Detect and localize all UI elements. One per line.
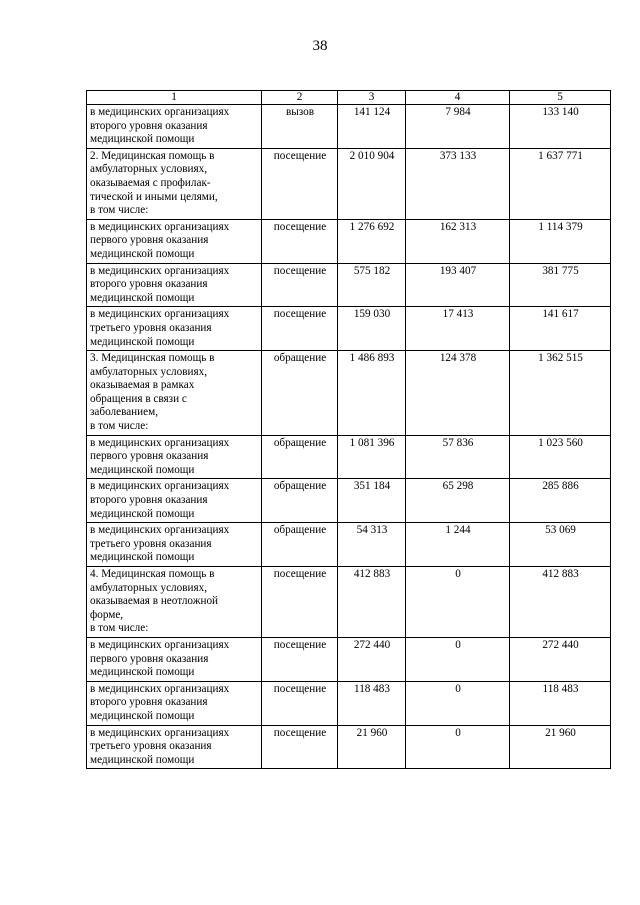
row-value-col4: 0 <box>406 681 510 725</box>
table-row <box>87 148 611 219</box>
column-header-3: 3 <box>338 91 406 105</box>
row-name-cell: в медицинских организациях второго уровня оказания медицинской помощи <box>87 479 262 523</box>
row-unit-cell: посещение <box>262 148 338 219</box>
row-unit-cell: посещение <box>262 725 338 769</box>
header-row <box>87 91 611 105</box>
column-header-2: 2 <box>262 91 338 105</box>
table-row <box>87 479 611 523</box>
row-value-col4: 373 133 <box>406 148 510 219</box>
row-value-col5: 1 362 515 <box>510 351 611 436</box>
row-name-cell: в медицинских организациях третьего уровня оказания медицинской помощи <box>87 523 262 567</box>
table-row <box>87 263 611 307</box>
row-value-col4: 1 244 <box>406 523 510 567</box>
row-value-col4: 0 <box>406 725 510 769</box>
page-number: 38 <box>312 38 328 54</box>
row-value-col5: 381 775 <box>510 263 611 307</box>
row-unit-cell: посещение <box>262 637 338 681</box>
row-value-col3: 1 081 396 <box>338 435 406 479</box>
row-value-col5: 53 069 <box>510 523 611 567</box>
row-name-cell: в медицинских организациях первого уровня оказания медицинской помощи <box>87 219 262 263</box>
row-value-col4: 7 984 <box>406 105 510 149</box>
row-value-col5: 21 960 <box>510 725 611 769</box>
table-body <box>87 105 611 769</box>
row-value-col5: 1 114 379 <box>510 219 611 263</box>
row-name-cell: в медицинских организациях третьего уровня оказания медицинской помощи <box>87 725 262 769</box>
table-row <box>87 351 611 436</box>
row-name-cell: в медицинских организациях второго уровня оказания медицинской помощи <box>87 105 262 149</box>
column-header-4: 4 <box>406 91 510 105</box>
data-table <box>86 90 611 769</box>
row-unit-cell: посещение <box>262 263 338 307</box>
row-value-col4: 0 <box>406 567 510 638</box>
row-value-col4: 124 378 <box>406 351 510 436</box>
row-value-col4: 65 298 <box>406 479 510 523</box>
row-value-col3: 1 276 692 <box>338 219 406 263</box>
table-row <box>87 637 611 681</box>
row-value-col4: 57 836 <box>406 435 510 479</box>
row-unit-cell: посещение <box>262 307 338 351</box>
row-name-cell: в медицинских организациях третьего уровня оказания медицинской помощи <box>87 307 262 351</box>
table-row <box>87 435 611 479</box>
table-header <box>87 91 611 105</box>
row-unit-cell: посещение <box>262 567 338 638</box>
row-value-col3: 118 483 <box>338 681 406 725</box>
row-name-cell: в медицинских организациях первого уровня оказания медицинской помощи <box>87 435 262 479</box>
table-row <box>87 567 611 638</box>
table-row <box>87 219 611 263</box>
table-row <box>87 105 611 149</box>
row-unit-cell: посещение <box>262 681 338 725</box>
row-unit-cell: вызов <box>262 105 338 149</box>
row-value-col4: 0 <box>406 637 510 681</box>
row-value-col4: 193 407 <box>406 263 510 307</box>
row-value-col5: 412 883 <box>510 567 611 638</box>
row-value-col5: 133 140 <box>510 105 611 149</box>
table-row <box>87 307 611 351</box>
row-value-col3: 141 124 <box>338 105 406 149</box>
column-header-1: 1 <box>87 91 262 105</box>
row-value-col3: 54 313 <box>338 523 406 567</box>
row-unit-cell: обращение <box>262 523 338 567</box>
row-unit-cell: посещение <box>262 219 338 263</box>
row-value-col3: 21 960 <box>338 725 406 769</box>
row-name-cell: 3. Медицинская помощь в амбулаторных условиях, оказываемая в рамках обращения в связи с заболеванием, в том числе: <box>87 351 262 436</box>
row-value-col5: 1 637 771 <box>510 148 611 219</box>
row-value-col5: 118 483 <box>510 681 611 725</box>
row-unit-cell: обращение <box>262 435 338 479</box>
row-value-col3: 2 010 904 <box>338 148 406 219</box>
row-unit-cell: обращение <box>262 351 338 436</box>
row-value-col3: 351 184 <box>338 479 406 523</box>
row-value-col5: 1 023 560 <box>510 435 611 479</box>
row-name-cell: в медицинских организациях второго уровня оказания медицинской помощи <box>87 681 262 725</box>
row-name-cell: в медицинских организациях первого уровня оказания медицинской помощи <box>87 637 262 681</box>
row-value-col3: 412 883 <box>338 567 406 638</box>
row-unit-cell: обращение <box>262 479 338 523</box>
row-value-col3: 575 182 <box>338 263 406 307</box>
row-name-cell: 4. Медицинская помощь в амбулаторных условиях, оказываемая в неотложной форме, в том числе: <box>87 567 262 638</box>
row-name-cell: 2. Медицинская помощь в амбулаторных условиях, оказываемая с профилак- тической и иными целями, в том числе: <box>87 148 262 219</box>
row-value-col3: 272 440 <box>338 637 406 681</box>
row-value-col5: 285 886 <box>510 479 611 523</box>
row-value-col5: 272 440 <box>510 637 611 681</box>
table-row <box>87 523 611 567</box>
row-value-col4: 162 313 <box>406 219 510 263</box>
row-name-cell: в медицинских организациях второго уровня оказания медицинской помощи <box>87 263 262 307</box>
row-value-col3: 1 486 893 <box>338 351 406 436</box>
row-value-col4: 17 413 <box>406 307 510 351</box>
column-header-5: 5 <box>510 91 611 105</box>
table-row <box>87 725 611 769</box>
row-value-col5: 141 617 <box>510 307 611 351</box>
row-value-col3: 159 030 <box>338 307 406 351</box>
table-row <box>87 681 611 725</box>
